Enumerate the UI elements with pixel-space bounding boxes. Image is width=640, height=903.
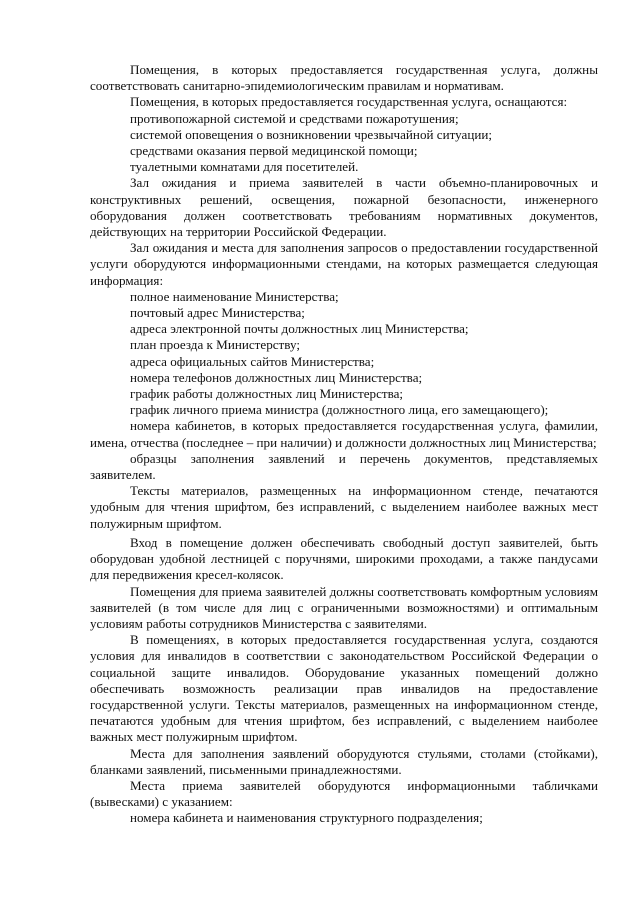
list-item-websites: адреса официальных сайтов Министерства; xyxy=(130,353,375,369)
paragraph-disabled-access: В помещениях, в которых предоставляется государственная услуга, создаются условия для инвалидов в соответствии с законодательством Российской Федерации о социальной защите инвалидов. Оборудование указанных помещений должно обеспечивать возможность реализации прав инвалидов на предоставление государственной услуги. Тексты материалов, размещенных на информационном стенде, печатаются удобным для чтения шрифтом, без исправлений, с выделением наиболее важных мест полужирным шрифтом. xyxy=(90,632,598,745)
paragraph-filling-places: Места для заполнения заявлений оборудуются стульями, столами (стойками), бланками заявлений, письменными принадлежностями. xyxy=(90,745,598,777)
paragraph-reception-rooms: Помещения для приема заявителей должны соответствовать комфортным условиям заявителей (в том числе для лиц с ограниченными возможностями) и оптимальным условиям работы сотрудников Министерства с заявителями. xyxy=(90,583,598,631)
paragraph-stand-texts: Тексты материалов, размещенных на информационном стенде, печатаются удобным для чтения шрифтом, без исправлений, с выделением наиболее важных мест полужирным шрифтом. xyxy=(90,483,598,531)
list-item-first-aid: средствами оказания первой медицинской помощи; xyxy=(130,143,418,159)
list-item-room-numbers: номера кабинетов, в которых предоставляется государственная услуга, фамилии, имена, отчества (последнее – при наличии) и должности должностных лиц Министерства; xyxy=(90,418,598,450)
paragraph-info-stands: Зал ожидания и места для заполнения запросов о предоставлении государственной услуги оборудуются информационными стендами, на которых размещается следующая информация: xyxy=(90,240,598,288)
paragraph-reception-signs: Места приема заявителей оборудуются информационными табличками (вывесками) с указанием: xyxy=(90,777,598,810)
list-item-alert-system: системой оповещения о возникновении чрезвычайной ситуации; xyxy=(130,126,492,142)
list-item-work-schedule: график работы должностных лиц Министерства; xyxy=(130,386,404,402)
list-item-postal-address: почтовый адрес Министерства; xyxy=(130,305,305,321)
list-item-full-name: полное наименование Министерства; xyxy=(130,288,339,304)
list-item-reception-schedule: график личного приема министра (должностного лица, его замещающего); xyxy=(130,402,549,418)
list-item-samples: образцы заполнения заявлений и перечень документов, представляемых заявителем. xyxy=(90,450,598,483)
list-item-fire-system: противопожарной системой и средствами пожаротушения; xyxy=(130,110,459,126)
paragraph-2: Помещения, в которых предоставляется государственная услуга, оснащаются: xyxy=(130,94,568,110)
list-item-toilets: туалетными комнатами для посетителей. xyxy=(130,159,359,175)
list-item-directions: план проезда к Министерству; xyxy=(130,337,301,353)
list-item-phones: номера телефонов должностных лиц Министерства; xyxy=(130,369,423,385)
list-item-cabinet-number: номера кабинета и наименования структурного подразделения; xyxy=(130,810,483,826)
list-item-email: адреса электронной почты должностных лиц Министерства; xyxy=(130,321,469,337)
paragraph-1: Помещения, в которых предоставляется государственная услуга, должны соответствовать санитарно-эпидемиологическим правилам и нормативам. xyxy=(90,62,598,94)
paragraph-entrance: Вход в помещение должен обеспечивать свободный доступ заявителей, быть оборудован удобной лестницей с поручнями, широкими проходами, а также пандусами для передвижения кресел-колясок. xyxy=(90,534,598,583)
paragraph-waiting-hall: Зал ожидания и приема заявителей в части объемно-планировочных и конструктивных решений, освещения, пожарной безопасности, инженерного оборудования должен соответствовать требованиям нормативных документов, действующих на территории Российской Федерации. xyxy=(90,175,598,240)
